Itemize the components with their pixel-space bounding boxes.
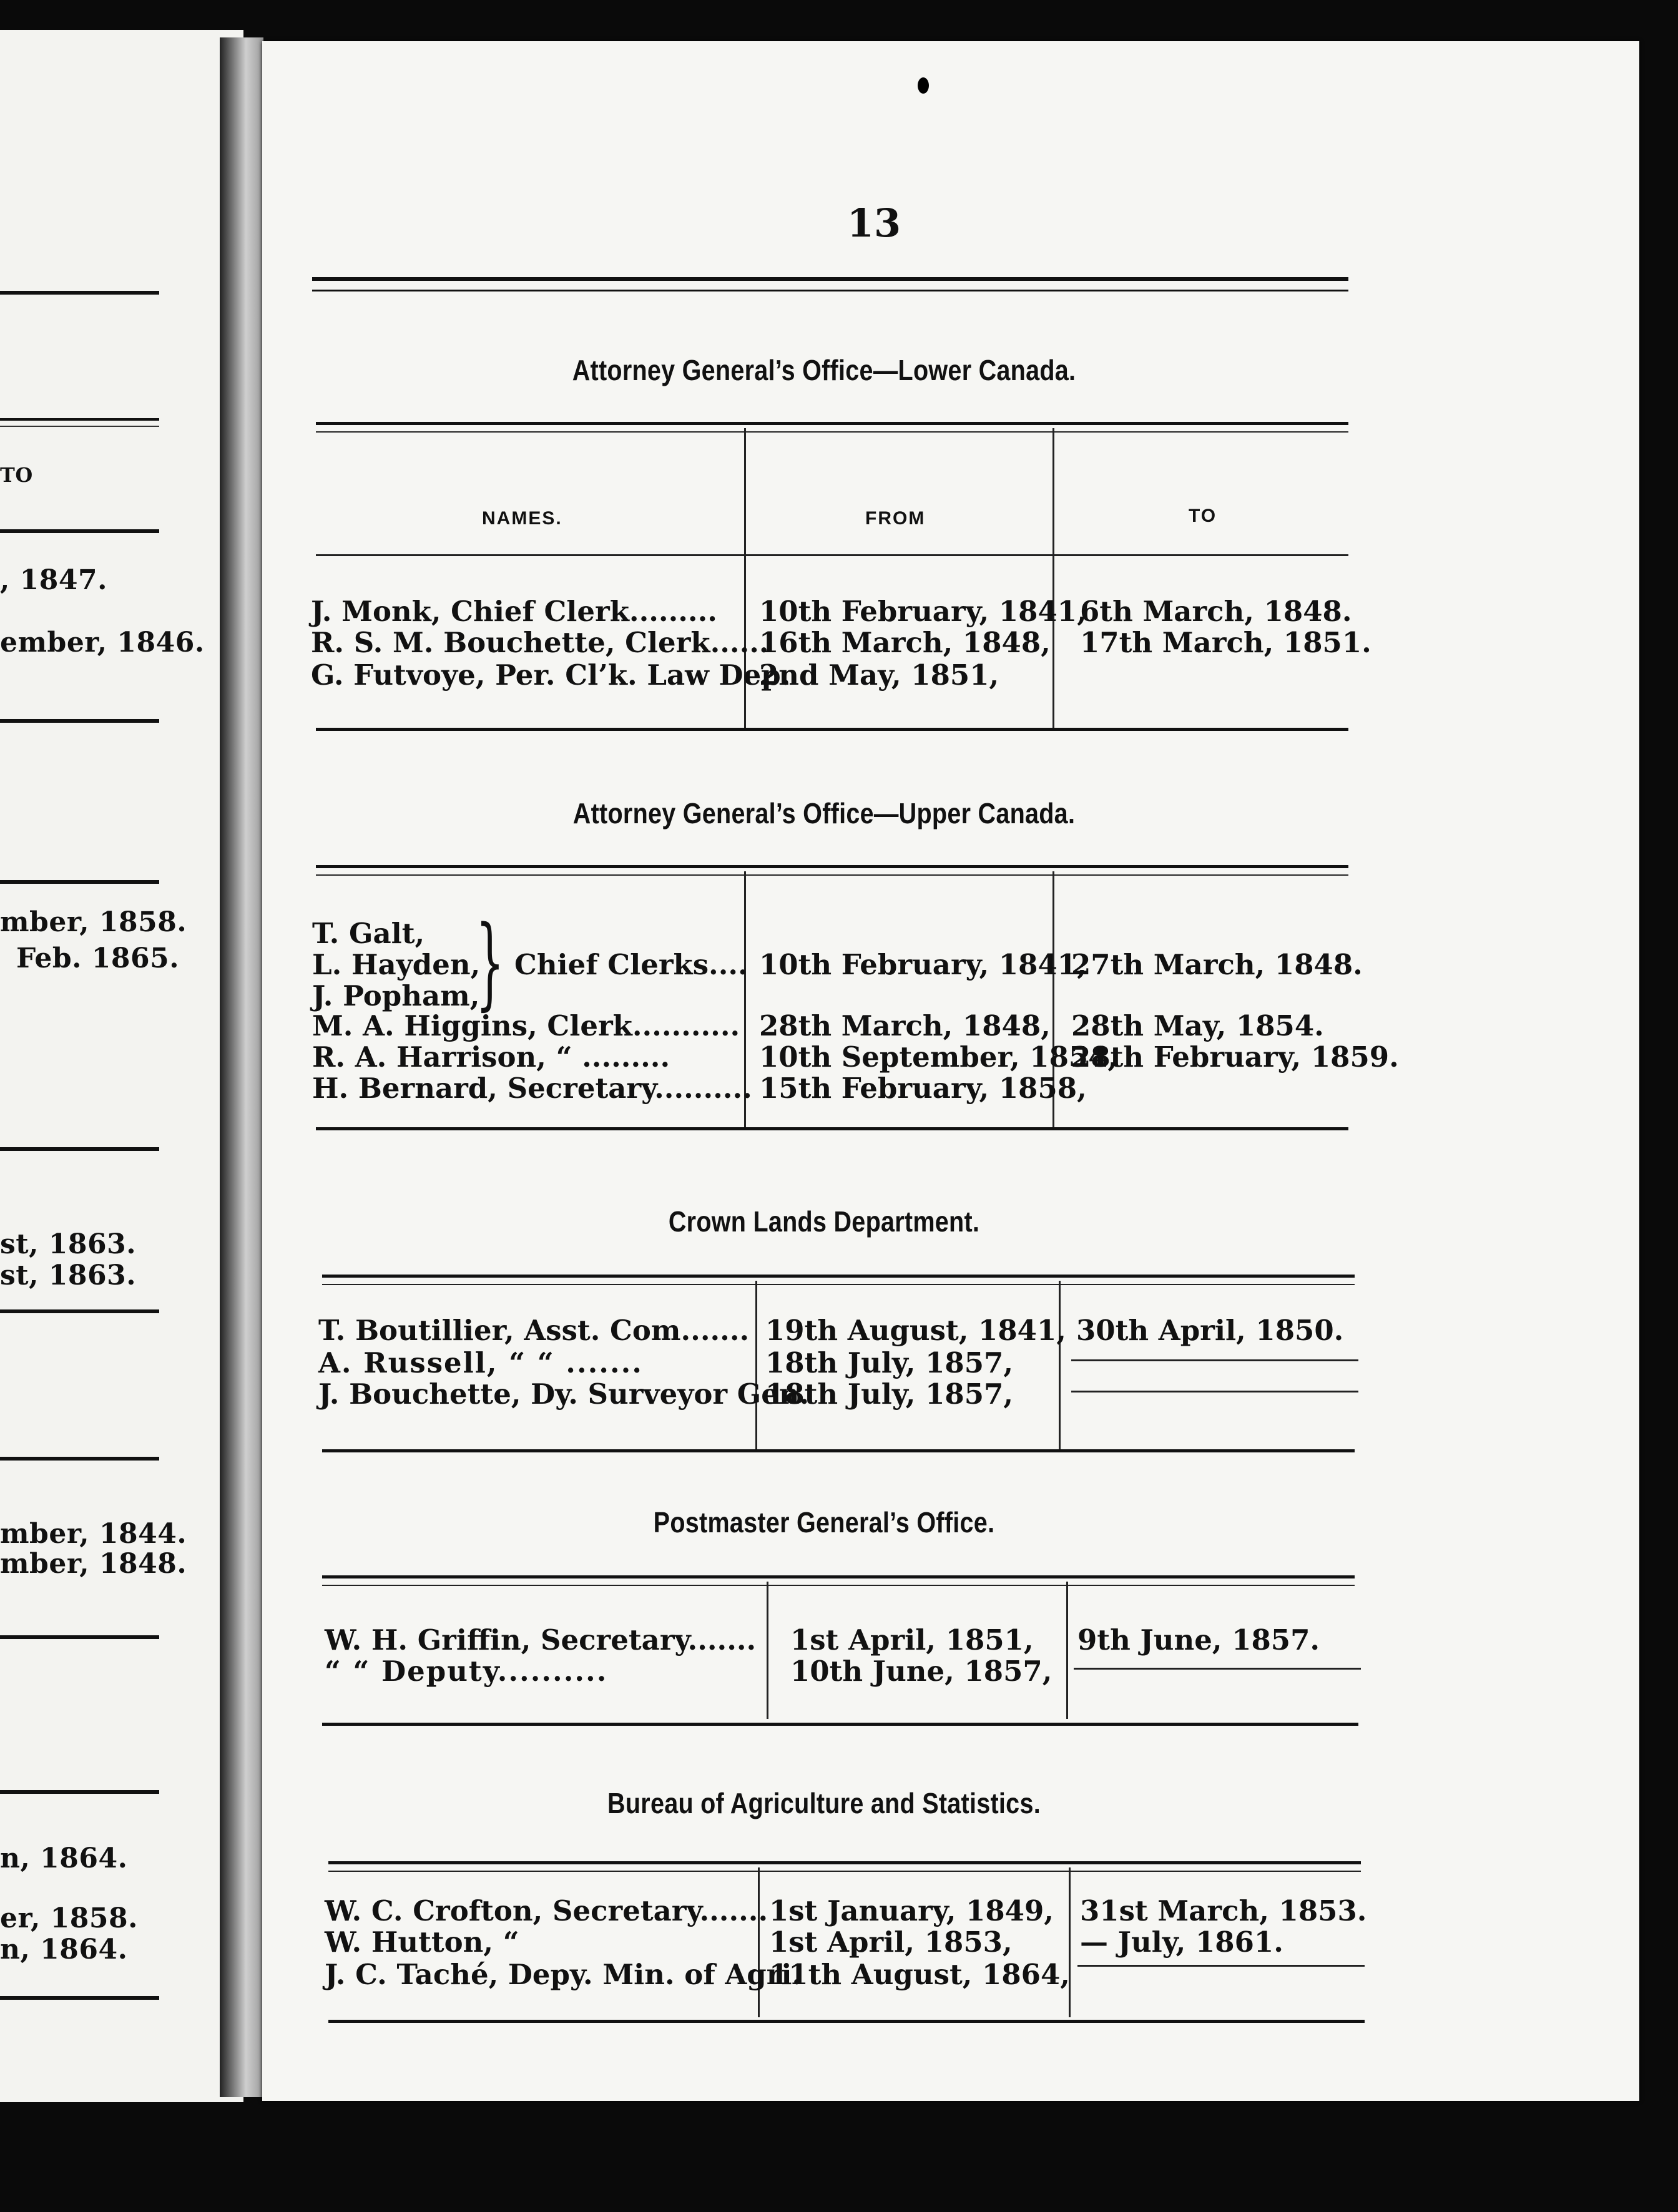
column-divider	[767, 1582, 768, 1719]
divider	[0, 1457, 159, 1461]
text-fragment: mber, 1848.	[0, 1548, 187, 1580]
table-top-rule	[322, 1575, 1355, 1586]
document-page	[262, 41, 1639, 2101]
table-cell-from: 1st April, 1851,	[790, 1623, 1034, 1657]
text-fragment: er, 1858.	[0, 1902, 138, 1934]
cell-rule	[1071, 1391, 1358, 1392]
table-cell-name: T. Galt,	[312, 917, 425, 950]
table-cell-to: 30th April, 1850.	[1076, 1314, 1344, 1347]
divider	[0, 291, 159, 295]
cell-rule	[1074, 1668, 1361, 1670]
column-header-fragment: TO	[0, 463, 33, 487]
text-fragment: n, 1864.	[0, 1934, 128, 1965]
table-cell-from: 10th February, 1841,	[759, 595, 1087, 628]
table-bottom-rule	[328, 2020, 1365, 2023]
table-cell-role: Chief Clerks....	[514, 948, 748, 981]
table-bottom-rule	[322, 1723, 1358, 1726]
table-cell-from: 18th July, 1857,	[765, 1346, 1013, 1379]
column-divider	[1052, 428, 1054, 728]
table-cell-name: R. S. M. Bouchette, Clerk......	[311, 626, 769, 659]
text-fragment: mber, 1844.	[0, 1518, 187, 1550]
divider	[0, 1635, 159, 1639]
text-fragment: st, 1863.	[0, 1228, 137, 1260]
table-cell-name: M. A. Higgins, Clerk...........	[312, 1009, 740, 1042]
column-header-from: FROM	[865, 508, 926, 529]
section-title: Bureau of Agriculture and Statistics.	[607, 1787, 1041, 1819]
divider	[0, 1147, 159, 1151]
text-fragment: st, 1863.	[0, 1260, 137, 1291]
table-cell-name: L. Hayden,	[312, 948, 481, 981]
table-cell-name: J. C. Taché, Depy. Min. of Agri.	[325, 1958, 802, 1991]
table-top-rule	[322, 1275, 1355, 1285]
table-cell-to: 28th February, 1859.	[1071, 1040, 1399, 1074]
column-divider	[1069, 1867, 1071, 2017]
divider	[0, 1309, 159, 1313]
table-cell-name: R. A. Harrison, “ .........	[312, 1040, 670, 1074]
table-cell-from: 15th February, 1858,	[759, 1072, 1087, 1105]
section-title: Attorney General’s Office—Lower Canada.	[572, 354, 1076, 386]
text-fragment: , 1847.	[0, 564, 107, 596]
column-divider	[1066, 1582, 1068, 1719]
facing-page-fragment	[0, 30, 243, 2102]
grouping-brace: }	[476, 904, 504, 1020]
table-cell-name: A. Russell, “ “ .......	[318, 1346, 643, 1379]
table-top-rule	[328, 1861, 1361, 1872]
column-header-to: TO	[1189, 506, 1217, 526]
table-cell-from: 1st January, 1849,	[769, 1894, 1054, 1927]
divider	[0, 880, 159, 884]
page-number: 13	[846, 200, 901, 246]
table-cell-to: 27th March, 1848.	[1071, 948, 1363, 981]
divider	[0, 1790, 159, 1794]
table-cell-name: W. H. Griffin, Secretary.......	[325, 1623, 757, 1657]
text-fragment: Feb. 1865.	[16, 942, 180, 974]
table-cell-name: W. Hutton, “	[325, 1926, 519, 1959]
table-cell-name: H. Bernard, Secretary..........	[312, 1072, 752, 1105]
table-cell-to: — July, 1861.	[1080, 1926, 1283, 1959]
table-cell-from: 10th June, 1857,	[790, 1655, 1052, 1688]
text-fragment: mber, 1858.	[0, 906, 187, 938]
table-top-rule	[316, 422, 1348, 433]
column-divider	[758, 1867, 760, 2017]
text-fragment: n, 1864.	[0, 1843, 128, 1874]
table-bottom-rule	[322, 1449, 1355, 1452]
table-cell-from: 2nd May, 1851,	[759, 658, 999, 692]
table-cell-name: T. Boutillier, Asst. Com.......	[318, 1314, 750, 1347]
table-cell-from: 10th February, 1841,	[759, 948, 1087, 981]
table-cell-from: 10th September, 1854,	[759, 1040, 1118, 1074]
table-bottom-rule	[316, 1127, 1348, 1130]
table-cell-from: 1st April, 1853,	[769, 1926, 1013, 1959]
divider	[0, 719, 159, 723]
table-cell-from: 18th July, 1857,	[765, 1378, 1013, 1411]
table-cell-to: 28th May, 1854.	[1071, 1009, 1324, 1042]
header-rule	[312, 277, 1348, 291]
table-cell-name: J. Monk, Chief Clerk.........	[311, 595, 717, 628]
column-header-names: NAMES.	[482, 508, 562, 529]
divider	[0, 529, 159, 533]
cell-rule	[1071, 1359, 1358, 1361]
section-title: Postmaster General’s Office.	[653, 1506, 995, 1539]
table-cell-name: “ “ Deputy..........	[325, 1655, 608, 1688]
column-divider	[755, 1281, 757, 1449]
divider	[0, 418, 159, 427]
table-cell-to: 31st March, 1853.	[1080, 1894, 1367, 1927]
cell-rule	[1077, 1965, 1365, 1967]
table-bottom-rule	[316, 728, 1348, 731]
divider	[0, 1996, 159, 2000]
table-cell-from: 28th March, 1848,	[759, 1009, 1051, 1042]
table-cell-name: J. Popham,	[312, 979, 480, 1012]
header-rule	[316, 554, 1348, 556]
text-fragment: ember, 1846.	[0, 627, 205, 658]
section-title: Attorney General’s Office—Upper Canada.	[572, 797, 1076, 830]
table-cell-to: 6th March, 1848.	[1080, 595, 1352, 628]
column-divider	[1059, 1281, 1061, 1449]
table-cell-name: J. Bouchette, Dy. Surveyor Gen.	[318, 1378, 810, 1411]
table-cell-from: 16th March, 1848,	[759, 626, 1051, 659]
table-cell-from: 19th August, 1841,	[765, 1314, 1066, 1347]
ink-speck	[918, 77, 929, 94]
table-cell-from: 11th August, 1864,	[769, 1958, 1070, 1991]
table-top-rule	[316, 865, 1348, 876]
table-cell-name: W. C. Crofton, Secretary.......	[325, 1894, 768, 1927]
book-spine	[220, 37, 263, 2097]
table-cell-name: G. Futvoye, Per. Cl’k. Law Dep.	[311, 658, 791, 692]
table-cell-to: 17th March, 1851.	[1080, 626, 1371, 659]
section-title: Crown Lands Department.	[668, 1205, 980, 1238]
table-cell-to: 9th June, 1857.	[1077, 1623, 1320, 1657]
